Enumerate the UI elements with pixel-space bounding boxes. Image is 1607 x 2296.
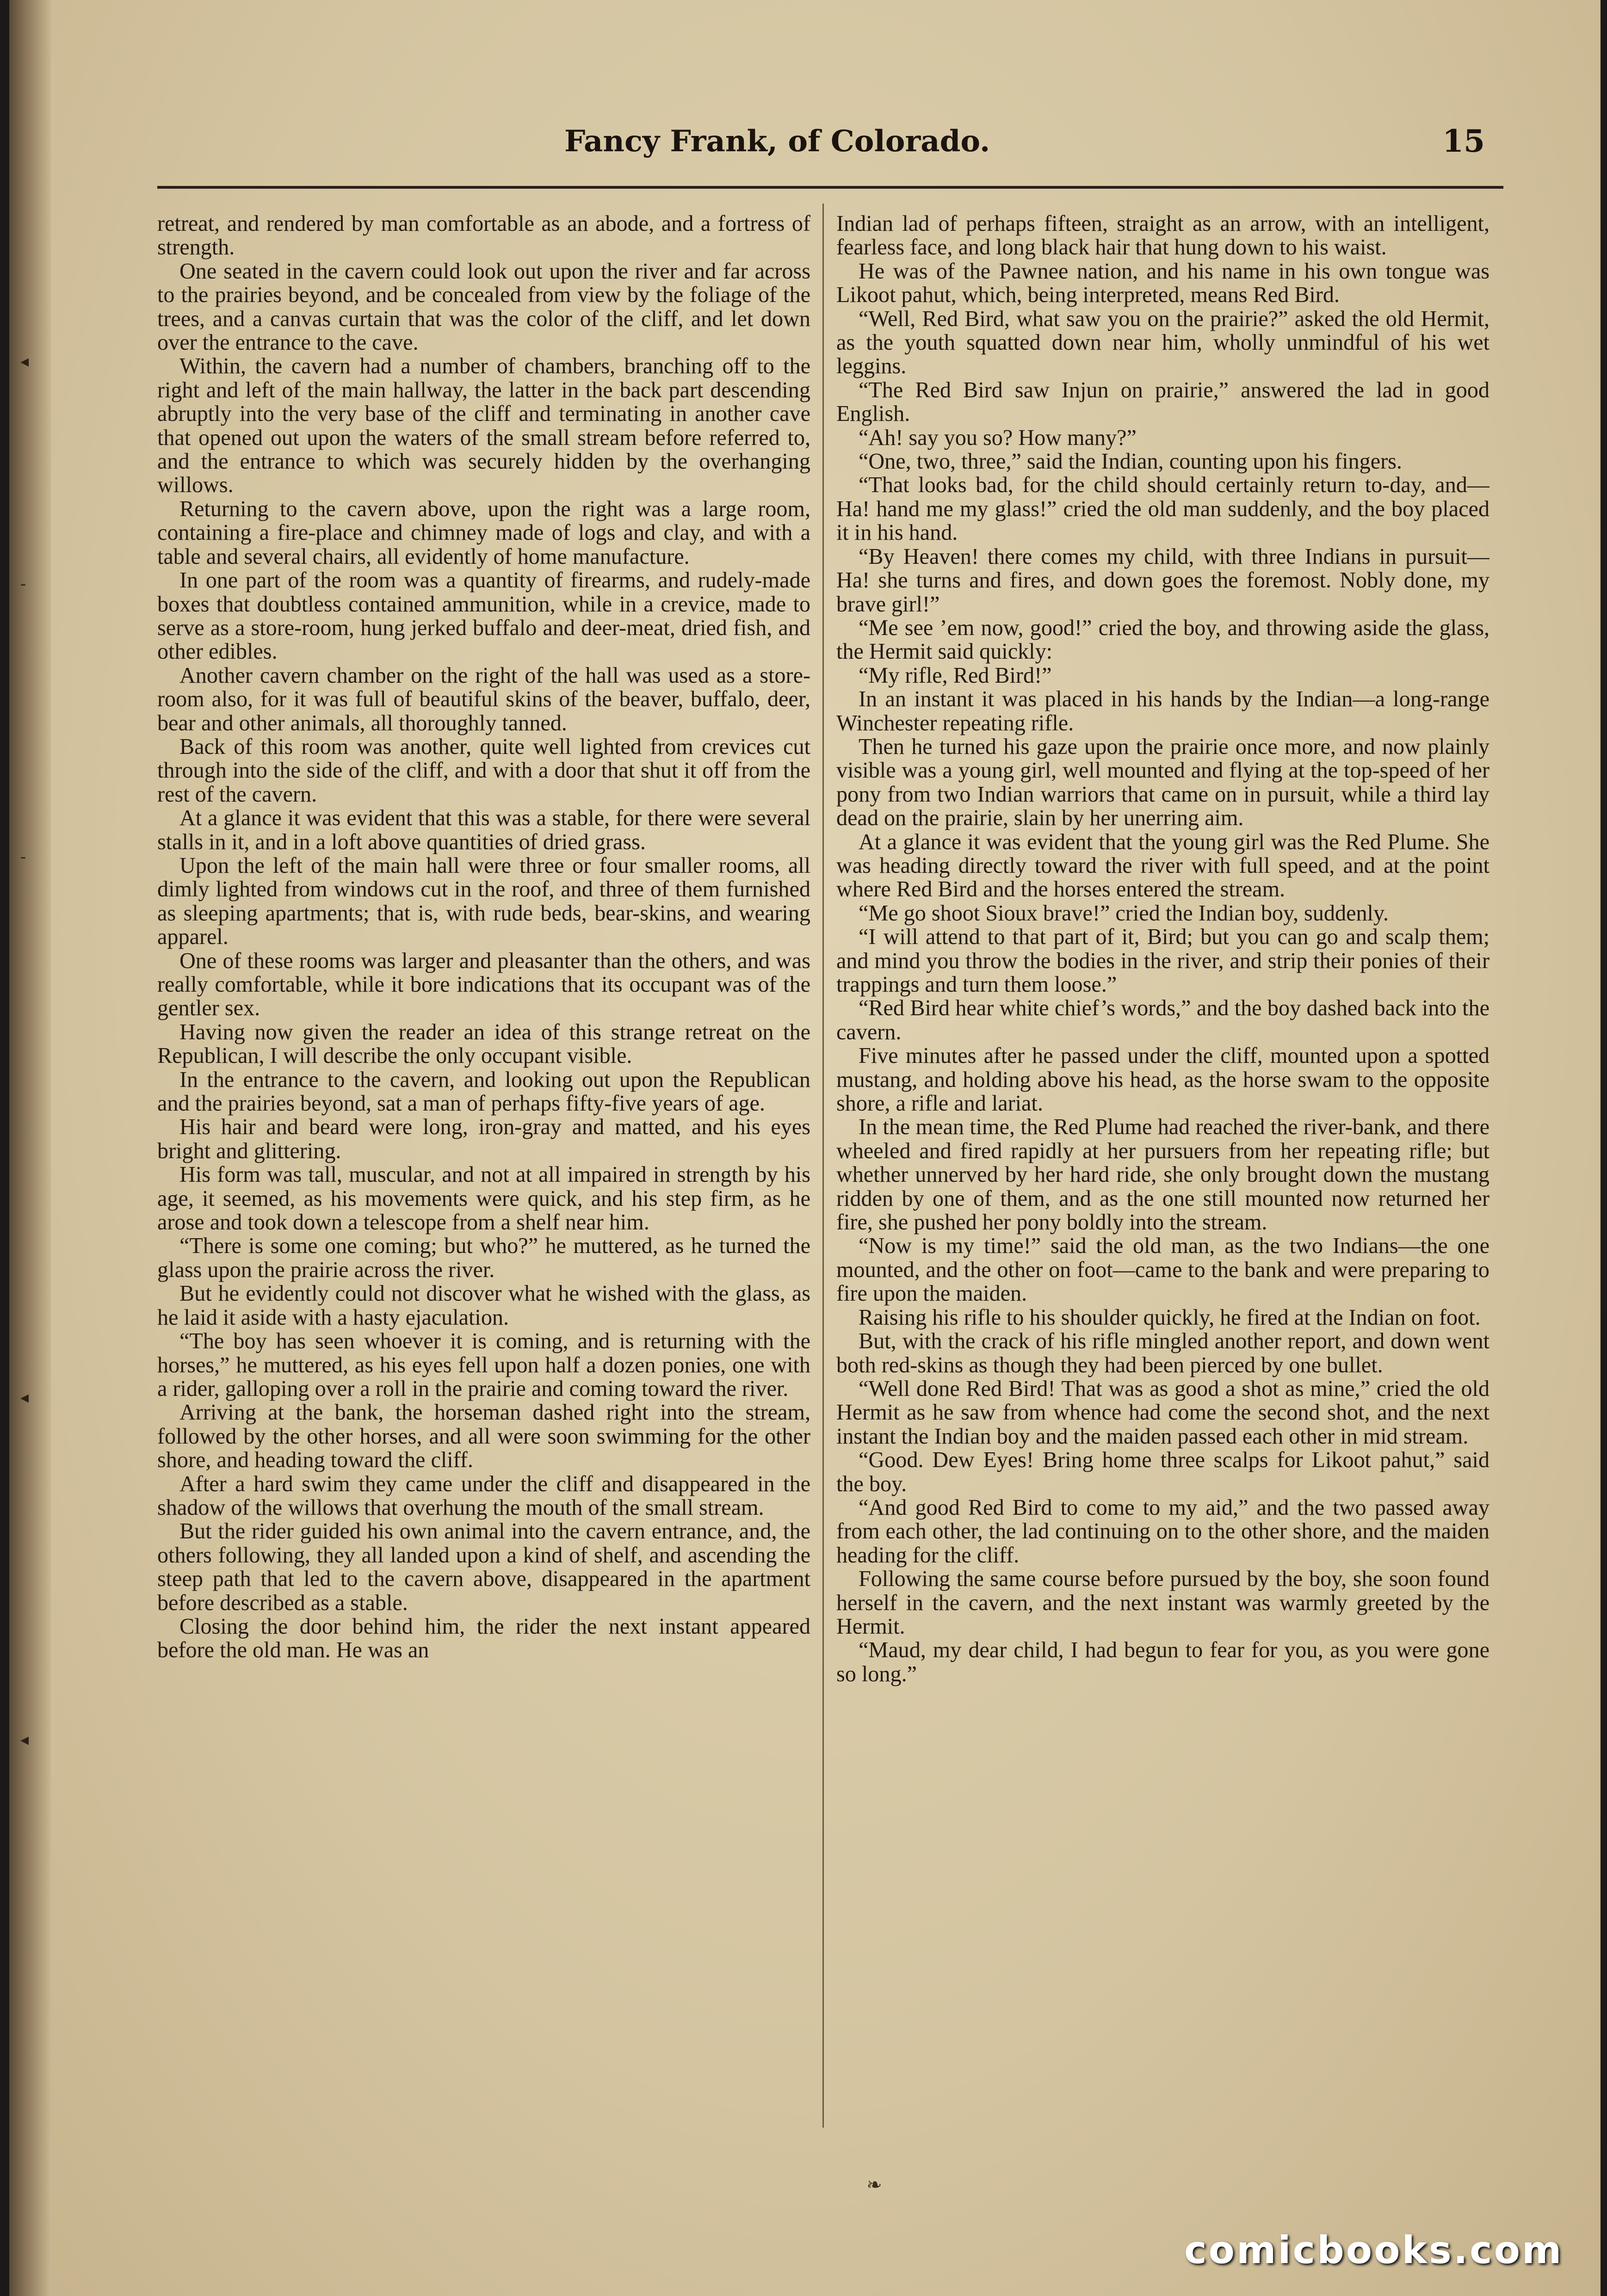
margin-mark xyxy=(20,574,39,583)
watermark: comicbooks.com xyxy=(1184,2228,1564,2272)
paragraph: “Red Bird hear white chief’s words,” and the boy dashed back into the cavern. xyxy=(836,996,1490,1044)
paragraph: “Now is my time!” said the old man, as the two Indians—the one mounted, and the other on foot—came to the bank and were preparing to fire upon the maiden. xyxy=(836,1234,1490,1306)
paragraph: His form was tall, muscular, and not at all impaired in strength by his age, it seemed, as his movements were quick, and his step firm, as he arose and took down a telescope from a shelf near him. xyxy=(157,1162,810,1235)
paragraph: Raising his rifle to his shoulder quickly, he fired at the Indian on foot. xyxy=(859,1305,1481,1330)
paragraph: In one part of the room was a quantity of firearms, and rudely-made boxes that doubtless contained ammunition, while in a crevice, made to serve as a store-room, hung jerked buffalo and deer-meat, dried fish, and other edibles. xyxy=(157,568,810,664)
margin-mark xyxy=(20,846,39,856)
paragraph: “My rifle, Red Bird!” xyxy=(859,663,1052,688)
paragraph: “That looks bad, for the child should certainly return to-day, and— Ha! hand me my glass!” cried the old man suddenly, and the boy placed it in his hand. xyxy=(836,473,1490,545)
paragraph: “Maud, my dear child, I had begun to fear for you, as you were gone so long.” xyxy=(836,1638,1490,1686)
paragraph: “Good. Dew Eyes! Bring home three scalps for Likoot pahut,” said the boy. xyxy=(836,1448,1490,1496)
paragraph: But, with the crack of his rifle mingled another report, and down went both red-skins as though they had been pierced by one bullet. xyxy=(836,1329,1490,1377)
paragraph: “By Heaven! there comes my child, with three Indians in pursuit— Ha! she turns and fires, and down goes the foremost. Nobly done, my brave girl!” xyxy=(836,544,1490,617)
paragraph: But he evidently could not discover what he wished with the glass, as he laid it aside with a hasty ejaculation. xyxy=(157,1281,810,1330)
running-title: Fancy Frank, of Colorado. xyxy=(564,124,990,159)
paragraph: Within, the cavern had a number of chambers, branching off to the right and left of the main hallway, the latter in the back part descending abruptly into the very base of the cliff and terminating in another cave that opened out upon the waters of the small stream before referred to, and the entrance to which was securely hidden by the overhanging willows. xyxy=(157,354,810,498)
paragraph: Five minutes after he passed under the cliff, mounted upon a spotted mustang, and holding above his head, as the horse swam to the opposite shore, a rifle and lariat. xyxy=(836,1043,1490,1116)
margin-mark xyxy=(20,352,39,361)
paragraph: Closing the door behind him, the rider the next instant appeared before the old man. He was an xyxy=(157,1614,810,1663)
paragraph: In the entrance to the cavern, and looking out upon the Republican and the prairies beyond, sat a man of perhaps fifty-five years of age. xyxy=(157,1067,810,1116)
paragraph: “And good Red Bird to come to my aid,” and the two passed away from each other, the lad continuing on to the other shore, and the maiden heading for the cliff. xyxy=(836,1495,1490,1568)
paragraph: Returning to the cavern above, upon the right was a large room, containing a fire-place and chimney made of logs and clay, and with a table and several chairs, all evidently of home manufacture. xyxy=(157,496,810,569)
paragraph: One seated in the cavern could look out upon the river and far across to the prairies beyond, and be concealed from view by the foliage of the trees, and a canvas curtain that was the color of the cliff, and let down over the entrance to the cave. xyxy=(157,259,810,355)
left-column xyxy=(157,212,810,2136)
footer-ornament xyxy=(856,2174,893,2183)
paragraph: At a glance it was evident that the young girl was the Red Plume. She was heading directly toward the river with full speed, and at the point where Red Bird and the horses entered the stream. xyxy=(836,829,1490,902)
paragraph: “Ah! say you so? How many?” xyxy=(859,425,1137,450)
paragraph: One of these rooms was larger and pleasanter than the others, and was really comfortable, while it bore indications that its occupant was of the gentler sex. xyxy=(157,948,810,1021)
paragraph: Back of this room was another, quite well lighted from crevices cut through into the side of the cliff, and with a door that shut it off from the rest of the cavern. xyxy=(157,734,810,807)
paragraph: Another cavern chamber on the right of the hall was used as a store-room also, for it was full of beautiful skins of the beaver, buffalo, deer, bear and other animals, all thoroughly tanned. xyxy=(157,663,810,735)
paragraph: In an instant it was placed in his hands by the Indian—a long-range Winchester repeating rifle. xyxy=(836,687,1490,735)
paragraph: “There is some one coming; but who?” he muttered, as he turned the glass upon the prairie across the river. xyxy=(157,1234,810,1282)
paragraph: “I will attend to that part of it, Bird; but you can go and scalp them; and mind you throw the bodies in the river, and strip their ponies of their trappings and turn them loose.” xyxy=(836,925,1490,997)
paragraph: “Me see ’em now, good!” cried the boy, and throwing aside the glass, the Hermit said quickly: xyxy=(836,615,1490,664)
column-divider xyxy=(822,204,824,2128)
paragraph: But the rider guided his own animal into the cavern entrance, and, the others following, they all landed upon a kind of shelf, and ascending the steep path that led to the cavern above, disappeared in the apartment before described as a stable. xyxy=(157,1519,810,1615)
paragraph: “One, two, three,” said the Indian, counting upon his fingers. xyxy=(859,449,1402,474)
paragraph: Following the same course before pursued by the boy, she soon found herself in the cavern, and the next instant was warmly greeted by the Hermit. xyxy=(836,1567,1490,1639)
header-rule xyxy=(157,186,1503,189)
paragraph: “Me go shoot Sioux brave!” cried the Indian boy, suddenly. xyxy=(859,901,1389,926)
paragraph: Having now given the reader an idea of this strange retreat on the Republican, I will describe the only occupant visible. xyxy=(157,1019,810,1068)
paragraph: Arriving at the bank, the horseman dashed right into the stream, followed by the other horses, and all were soon swimming for the other shore, and heading toward the cliff. xyxy=(157,1400,810,1473)
paragraph: “The Red Bird saw Injun on prairie,” answered the lad in good English. xyxy=(836,377,1490,426)
margin-mark xyxy=(20,1730,39,1739)
paragraph: retreat, and rendered by man comfortable as an abode, and a fortress of strength. xyxy=(157,212,810,260)
margin-mark xyxy=(20,1388,39,1397)
paragraph: Upon the left of the main hall were three or four smaller rooms, all dimly lighted from windows cut in the roof, and three of them furnished as sleeping apartments; that is, with rude beds, bear-skins, and wearing apparel. xyxy=(157,853,810,950)
page-number: 15 xyxy=(1442,123,1485,159)
paragraph: “The boy has seen whoever it is coming, and is returning with the horses,” he muttered, as his eyes fell upon half a dozen ponies, one with a rider, galloping over a roll in the prairie and coming toward the river. xyxy=(157,1329,810,1401)
paragraph: “Well, Red Bird, what saw you on the prairie?” asked the old Hermit, as the youth squatted down near him, wholly unmindful of his wet leggins. xyxy=(836,306,1490,379)
paragraph: After a hard swim they came under the cliff and disappeared in the shadow of the willows that overhung the mouth of the small stream. xyxy=(157,1471,810,1520)
right-column xyxy=(836,212,1490,2136)
paragraph: Indian lad of perhaps fifteen, straight as an arrow, with an intelligent, fearless face, and long black hair that hung down to his waist. xyxy=(836,212,1490,260)
page-gutter xyxy=(9,0,51,2296)
paragraph: His hair and beard were long, iron-gray and matted, and his eyes bright and glittering. xyxy=(157,1115,810,1163)
paragraph: Then he turned his gaze upon the prairie once more, and now plainly visible was a young girl, well mounted and flying at the top-speed of her pony from two Indian warriors that came on in pursuit, while a third lay dead on the prairie, slain by her unerring aim. xyxy=(836,734,1490,831)
paragraph: He was of the Pawnee nation, and his name in his own tongue was Likoot pahut, which, being interpreted, means Red Bird. xyxy=(836,259,1490,308)
paragraph: “Well done Red Bird! That was as good a shot as mine,” cried the old Hermit as he saw from whence had come the second shot, and the next instant the Indian boy and the maiden passed each other in mid stream. xyxy=(836,1376,1490,1449)
paragraph: In the mean time, the Red Plume had reached the river-bank, and there wheeled and fired rapidly at her pursuers from her repeating rifle; but whether unnerved by her hard ride, she only brought down the mustang ridden by one of them, and as the one still mounted now returned her fire, she pushed her pony boldly into the stream. xyxy=(836,1115,1490,1235)
paragraph: At a glance it was evident that this was a stable, for there were several stalls in it, and in a loft above quantities of dried grass. xyxy=(157,806,810,854)
